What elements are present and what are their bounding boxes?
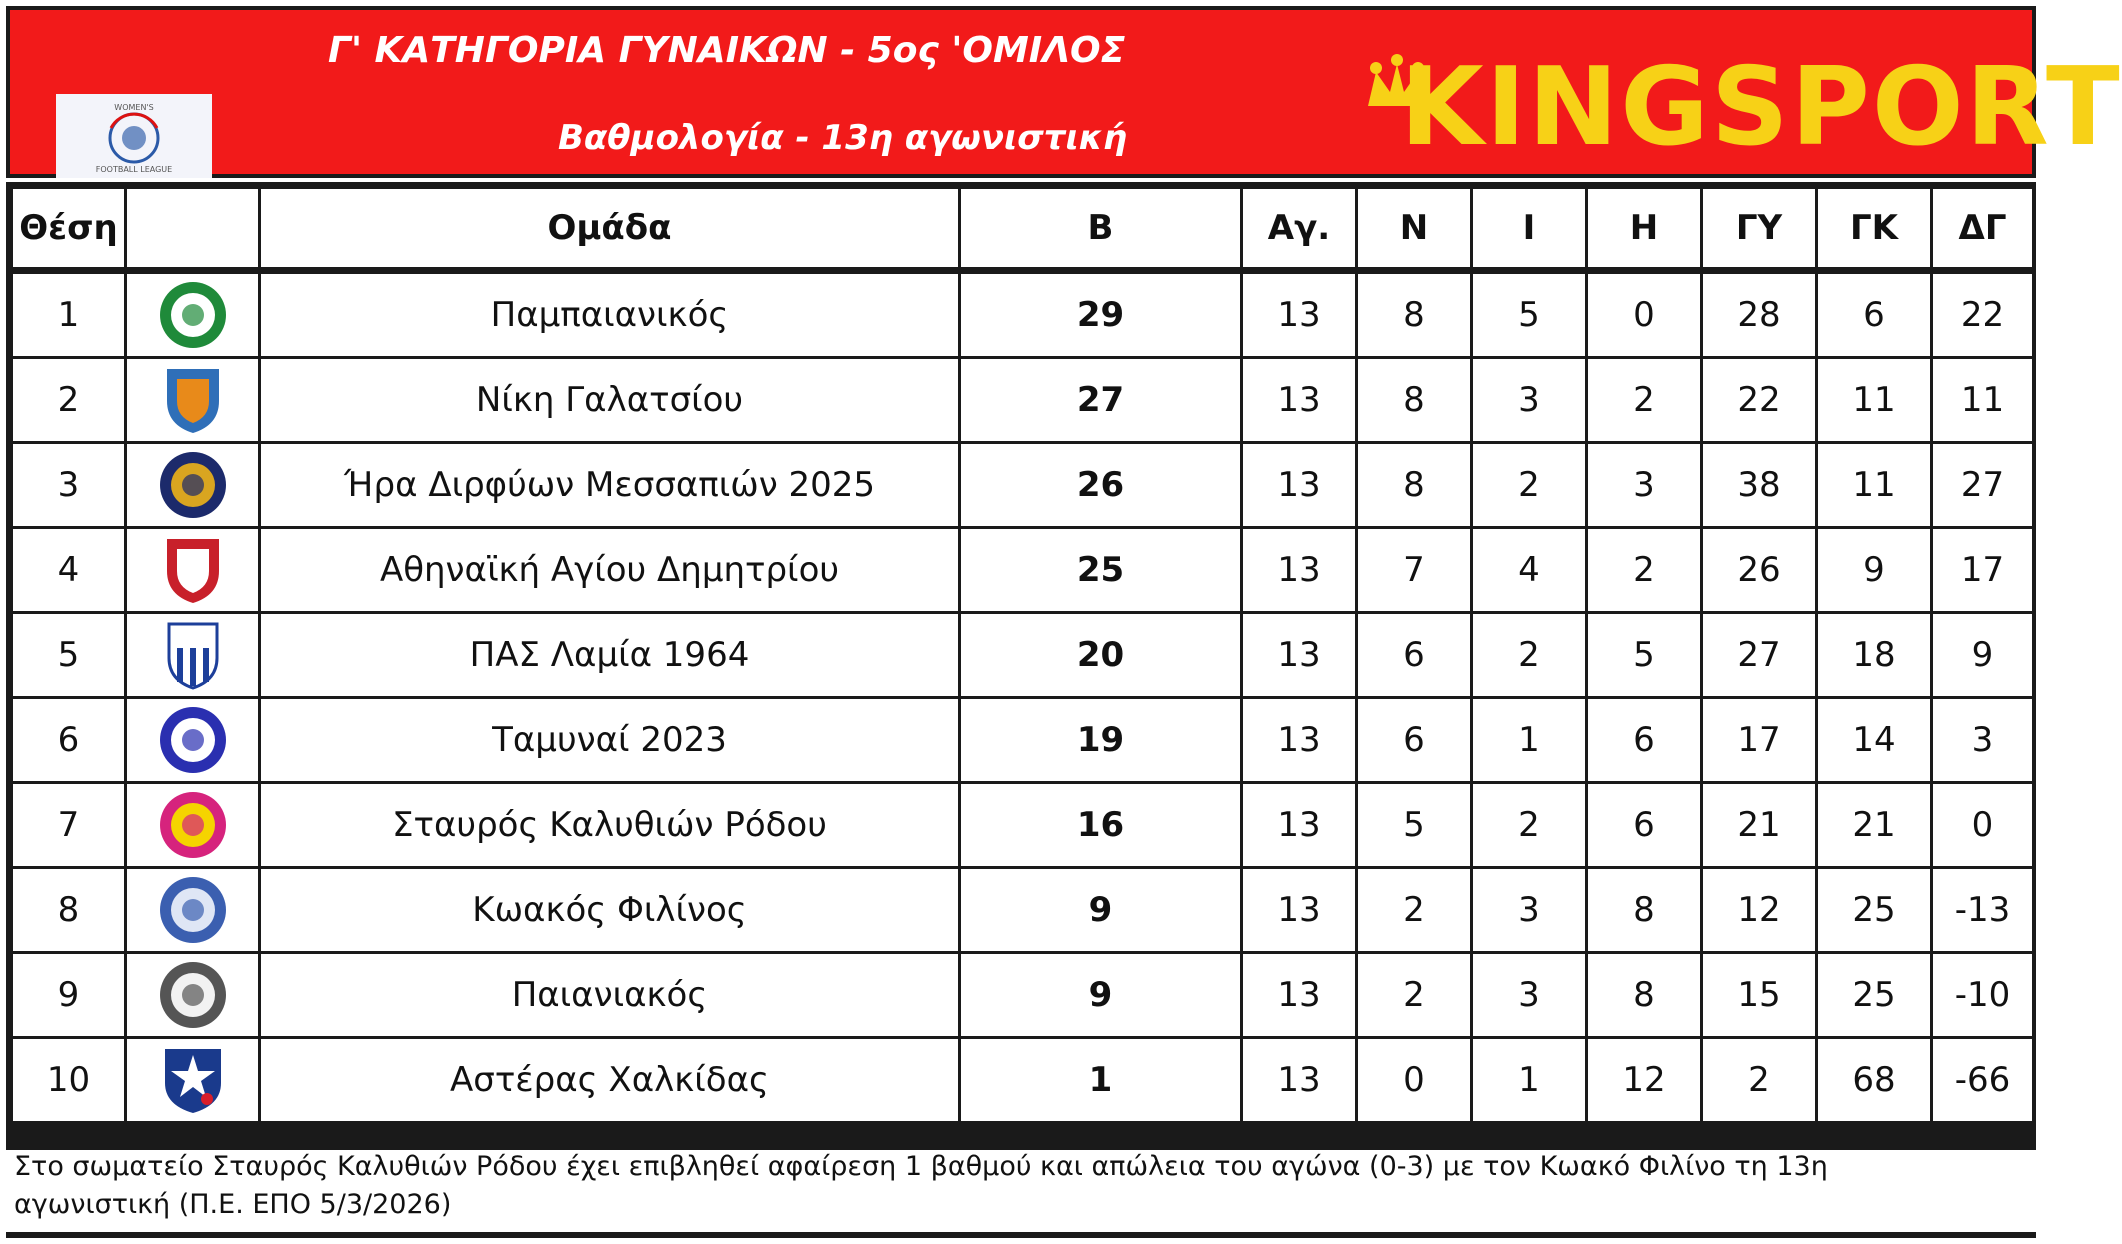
- wins-cell: 8: [1357, 443, 1472, 528]
- position-cell: 3: [12, 443, 126, 528]
- wins-cell: 2: [1357, 868, 1472, 953]
- table-row: [12, 868, 2034, 953]
- losses-cell: 6: [1587, 783, 1702, 868]
- draws-cell: 3: [1472, 953, 1587, 1038]
- goals-against-cell: 11: [1817, 358, 1932, 443]
- team-name-cell: Κωακός Φιλίνος: [260, 868, 960, 953]
- col-header-goals-against: ΓΚ: [1817, 188, 1932, 271]
- goals-against-cell: 25: [1817, 868, 1932, 953]
- grey-portrait-crest-icon: [157, 958, 229, 1032]
- crest-cell: [126, 698, 260, 783]
- womens-football-league-logo: [56, 94, 212, 178]
- losses-cell: 6: [1587, 698, 1702, 783]
- footnote: Στο σωματείο Σταυρός Καλυθιών Ρόδου έχει επιβληθεί αφαίρεση 1 βαθμού και απώλεια του αγώνα (0-3) με τον Κωακό Φιλίνο τη 13η αγωνιστική (Π.Ε. ΕΠΟ 5/3/2026): [14, 1151, 1828, 1220]
- crest-cell: [126, 868, 260, 953]
- points-cell: 16: [960, 783, 1242, 868]
- col-header-losses: Η: [1587, 188, 1702, 271]
- goals-against-cell: 68: [1817, 1038, 1932, 1123]
- position-cell: 4: [12, 528, 126, 613]
- played-cell: 13: [1242, 528, 1357, 613]
- draws-cell: 3: [1472, 868, 1587, 953]
- table-header-row: [12, 188, 2034, 271]
- points-cell: 1: [960, 1038, 1242, 1123]
- played-cell: 13: [1242, 613, 1357, 698]
- goals-for-cell: 28: [1702, 271, 1817, 358]
- played-cell: 13: [1242, 953, 1357, 1038]
- draws-cell: 4: [1472, 528, 1587, 613]
- col-header-wins: Ν: [1357, 188, 1472, 271]
- wins-cell: 8: [1357, 358, 1472, 443]
- crest-cell: [126, 953, 260, 1038]
- goals-against-cell: 11: [1817, 443, 1932, 528]
- blue-round-crest-icon: [157, 703, 229, 777]
- played-cell: 13: [1242, 1038, 1357, 1123]
- position-cell: 1: [12, 271, 126, 358]
- table-row: [12, 783, 2034, 868]
- blue-orange-shield-icon: [157, 363, 229, 437]
- pink-cross-crest-icon: [157, 788, 229, 862]
- col-header-points: Β: [960, 188, 1242, 271]
- kingsport-logo: KINGSPORT: [1400, 45, 2122, 170]
- goals-against-cell: 14: [1817, 698, 1932, 783]
- green-crest-icon: [157, 278, 229, 352]
- played-cell: 13: [1242, 868, 1357, 953]
- page-title: Γ' ΚΑΤΗΓΟΡΙΑ ΓΥΝΑΙΚΩΝ - 5ος 'ΟΜΙΛΟΣ: [328, 30, 1126, 71]
- header-banner: [6, 6, 2122, 178]
- wins-cell: 8: [1357, 271, 1472, 358]
- crest-cell: [126, 358, 260, 443]
- svg-text:FOOTBALL LEAGUE: FOOTBALL LEAGUE: [95, 165, 173, 174]
- team-name-cell: Ήρα Διρφύων Μεσσαπιών 2025: [260, 443, 960, 528]
- table-row: [12, 358, 2034, 443]
- svg-text:WOMEN'S: WOMEN'S: [114, 103, 154, 112]
- goal-diff-cell: 3: [1932, 698, 2034, 783]
- blue-head-crest-icon: [157, 873, 229, 947]
- goals-for-cell: 26: [1702, 528, 1817, 613]
- points-cell: 29: [960, 271, 1242, 358]
- col-header-position: Θέση: [12, 188, 126, 271]
- standings-table: [10, 186, 2035, 1124]
- goals-against-cell: 21: [1817, 783, 1932, 868]
- losses-cell: 0: [1587, 271, 1702, 358]
- col-header-goal-diff: ΔΓ: [1932, 188, 2034, 271]
- losses-cell: 5: [1587, 613, 1702, 698]
- losses-cell: 8: [1587, 868, 1702, 953]
- goal-diff-cell: -10: [1932, 953, 2034, 1038]
- wins-cell: 7: [1357, 528, 1472, 613]
- wins-cell: 2: [1357, 953, 1472, 1038]
- draws-cell: 5: [1472, 271, 1587, 358]
- team-name-cell: ΠΑΣ Λαμία 1964: [260, 613, 960, 698]
- col-header-played: Αγ.: [1242, 188, 1357, 271]
- goal-diff-cell: 22: [1932, 271, 2034, 358]
- standings-table-frame: [6, 182, 2036, 1150]
- position-cell: 6: [12, 698, 126, 783]
- team-name-cell: Παιανιακός: [260, 953, 960, 1038]
- losses-cell: 8: [1587, 953, 1702, 1038]
- table-row: [12, 528, 2034, 613]
- crest-cell: [126, 1038, 260, 1123]
- table-row: [12, 443, 2034, 528]
- goals-against-cell: 25: [1817, 953, 1932, 1038]
- played-cell: 13: [1242, 358, 1357, 443]
- goal-diff-cell: 27: [1932, 443, 2034, 528]
- goals-for-cell: 15: [1702, 953, 1817, 1038]
- played-cell: 13: [1242, 271, 1357, 358]
- losses-cell: 2: [1587, 528, 1702, 613]
- position-cell: 9: [12, 953, 126, 1038]
- points-cell: 19: [960, 698, 1242, 783]
- position-cell: 8: [12, 868, 126, 953]
- goal-diff-cell: -66: [1932, 1038, 2034, 1123]
- table-body: [12, 271, 2034, 1123]
- position-cell: 10: [12, 1038, 126, 1123]
- draws-cell: 2: [1472, 613, 1587, 698]
- losses-cell: 2: [1587, 358, 1702, 443]
- points-cell: 20: [960, 613, 1242, 698]
- goal-diff-cell: 17: [1932, 528, 2034, 613]
- bottom-divider: [6, 1232, 2036, 1238]
- crest-cell: [126, 271, 260, 358]
- blue-striped-shield-icon: [157, 618, 229, 692]
- table-row: [12, 953, 2034, 1038]
- goals-for-cell: 12: [1702, 868, 1817, 953]
- played-cell: 13: [1242, 783, 1357, 868]
- goal-diff-cell: 0: [1932, 783, 2034, 868]
- crest-cell: [126, 443, 260, 528]
- draws-cell: 3: [1472, 358, 1587, 443]
- goal-diff-cell: 9: [1932, 613, 2034, 698]
- col-header-team: Ομάδα: [260, 188, 960, 271]
- points-cell: 25: [960, 528, 1242, 613]
- team-name-cell: Ταμυναί 2023: [260, 698, 960, 783]
- wins-cell: 0: [1357, 1038, 1472, 1123]
- table-row: [12, 1038, 2034, 1123]
- points-cell: 9: [960, 868, 1242, 953]
- table-row: [12, 698, 2034, 783]
- draws-cell: 2: [1472, 443, 1587, 528]
- goals-for-cell: 22: [1702, 358, 1817, 443]
- points-cell: 27: [960, 358, 1242, 443]
- goals-for-cell: 17: [1702, 698, 1817, 783]
- draws-cell: 1: [1472, 1038, 1587, 1123]
- goal-diff-cell: 11: [1932, 358, 2034, 443]
- wins-cell: 6: [1357, 613, 1472, 698]
- crest-cell: [126, 528, 260, 613]
- crest-cell: [126, 783, 260, 868]
- position-cell: 7: [12, 783, 126, 868]
- goal-diff-cell: -13: [1932, 868, 2034, 953]
- played-cell: 13: [1242, 698, 1357, 783]
- goals-against-cell: 18: [1817, 613, 1932, 698]
- team-name-cell: Νίκη Γαλατσίου: [260, 358, 960, 443]
- table-row: [12, 271, 2034, 358]
- position-cell: 2: [12, 358, 126, 443]
- table-row: [12, 613, 2034, 698]
- team-name-cell: Αθηναϊκή Αγίου Δημητρίου: [260, 528, 960, 613]
- played-cell: 13: [1242, 443, 1357, 528]
- points-cell: 9: [960, 953, 1242, 1038]
- team-name-cell: Αστέρας Χαλκίδας: [260, 1038, 960, 1123]
- goals-for-cell: 27: [1702, 613, 1817, 698]
- points-cell: 26: [960, 443, 1242, 528]
- goals-against-cell: 6: [1817, 271, 1932, 358]
- page-subtitle: Βαθμολογία - 13η αγωνιστική: [558, 118, 1128, 158]
- position-cell: 5: [12, 613, 126, 698]
- wins-cell: 6: [1357, 698, 1472, 783]
- col-header-goals-for: ΓΥ: [1702, 188, 1817, 271]
- losses-cell: 12: [1587, 1038, 1702, 1123]
- wins-cell: 5: [1357, 783, 1472, 868]
- star-shield-icon: [157, 1043, 229, 1117]
- team-name-cell: Σταυρός Καλυθιών Ρόδου: [260, 783, 960, 868]
- losses-cell: 3: [1587, 443, 1702, 528]
- goals-for-cell: 2: [1702, 1038, 1817, 1123]
- crest-cell: [126, 613, 260, 698]
- goals-against-cell: 9: [1817, 528, 1932, 613]
- red-shield-icon: [157, 533, 229, 607]
- goals-for-cell: 21: [1702, 783, 1817, 868]
- col-header-crest: [126, 188, 260, 271]
- draws-cell: 2: [1472, 783, 1587, 868]
- team-name-cell: Παμπαιανικός: [260, 271, 960, 358]
- navy-gold-crest-icon: [157, 448, 229, 522]
- league-ball-icon: [91, 98, 177, 174]
- col-header-draws: Ι: [1472, 188, 1587, 271]
- draws-cell: 1: [1472, 698, 1587, 783]
- goals-for-cell: 38: [1702, 443, 1817, 528]
